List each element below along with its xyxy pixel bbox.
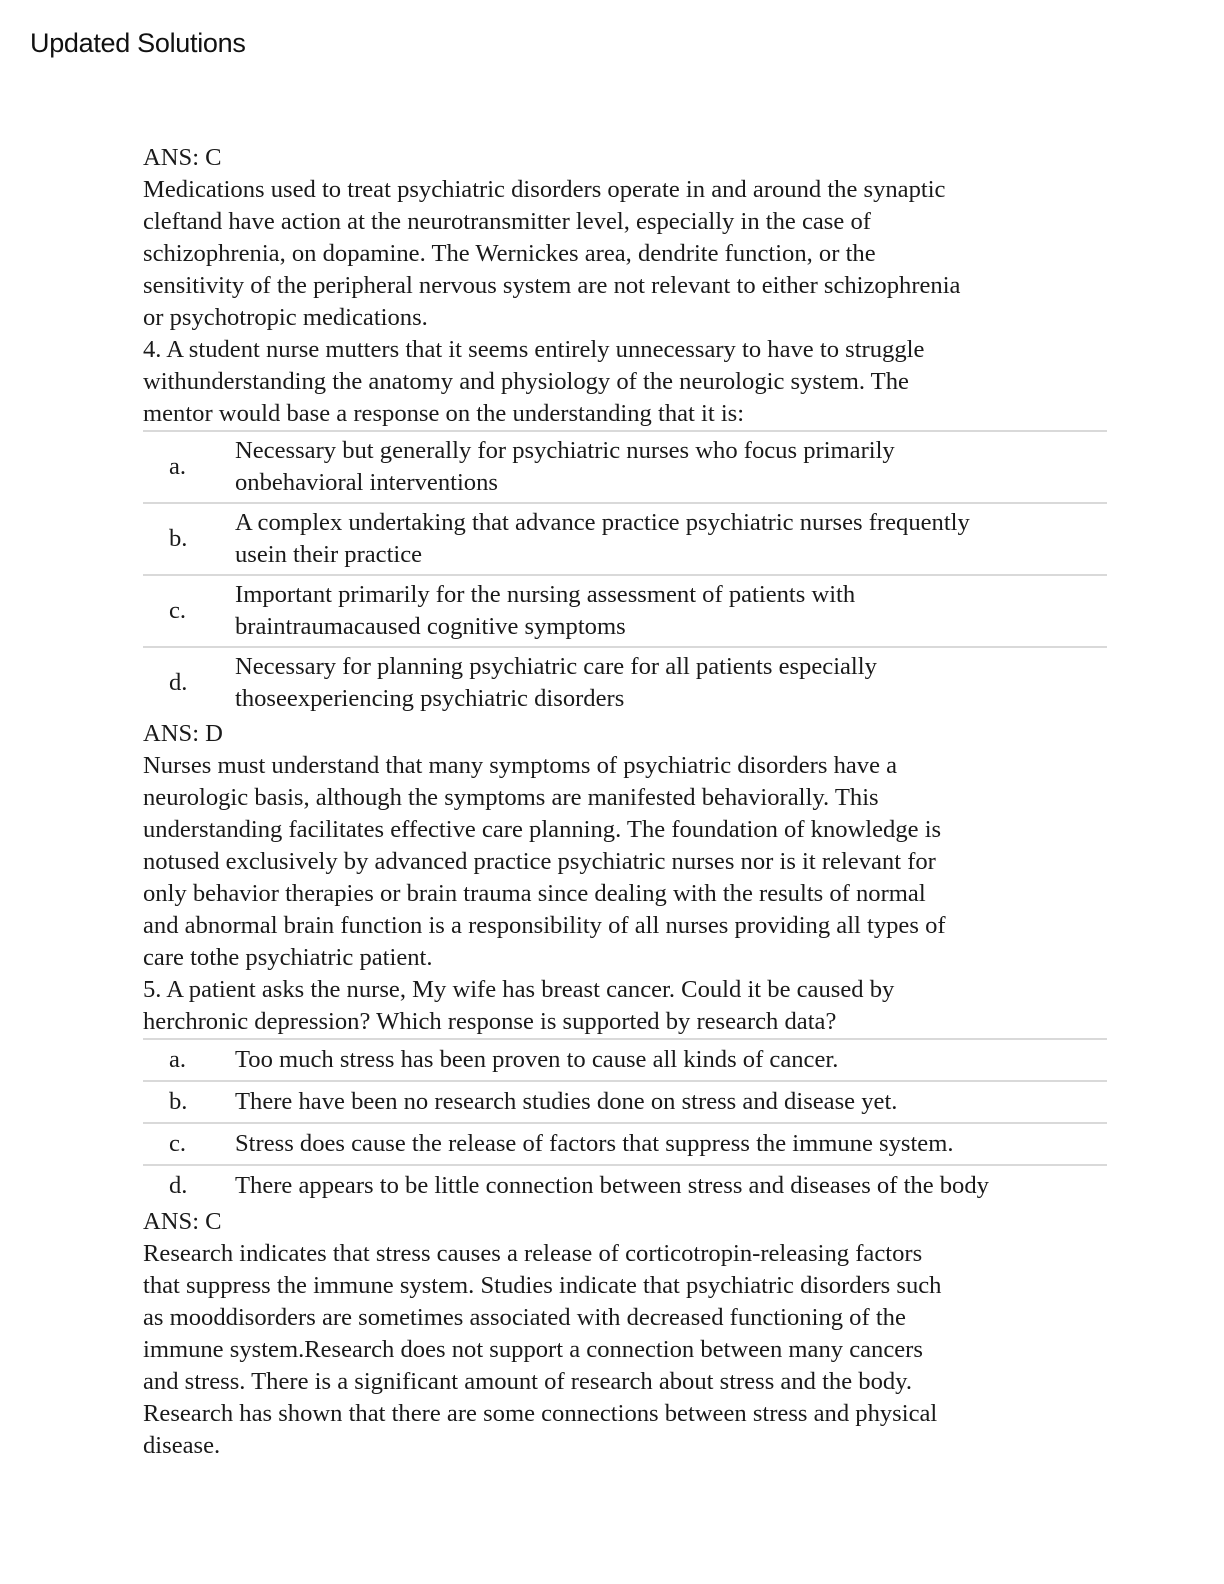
option-line: thoseexperiencing psychiatric disorders	[235, 685, 625, 712]
option-text	[235, 1086, 1107, 1118]
option-letter: b.	[169, 1088, 188, 1115]
rationale-line: or psychotropic medications.	[143, 304, 428, 331]
rationale-line: understanding facilitates effective care planning. The foundation of knowledge is	[143, 816, 942, 843]
rationale-line: care tothe psychiatric patient.	[143, 944, 433, 971]
rationale-line: schizophrenia, on dopamine. The Wernickes area, dendrite function, or the	[143, 240, 876, 267]
answer-5: ANS: C	[143, 1208, 222, 1235]
option-c	[143, 574, 1107, 646]
answer-4: ANS: D	[143, 720, 223, 747]
rationale-4	[143, 750, 1107, 974]
rationale-line: notused exclusively by advanced practice psychiatric nurses nor is it relevant for	[143, 848, 936, 875]
option-d	[143, 1164, 1107, 1206]
option-d	[143, 646, 1107, 718]
option-a	[143, 1038, 1107, 1080]
rationale-line: immune system.Research does not support a connection between many cancers	[143, 1336, 923, 1363]
option-line: braintraumacaused cognitive symptoms	[235, 613, 626, 640]
option-text	[235, 507, 1107, 571]
rationale-line: cleftand have action at the neurotransmitter level, especially in the case of	[143, 208, 871, 235]
rationale-line: sensitivity of the peripheral nervous system are not relevant to either schizophrenia	[143, 272, 961, 299]
option-text	[235, 435, 1107, 499]
rationale-line: as mooddisorders are sometimes associated with decreased functioning of the	[143, 1304, 906, 1331]
option-letter: c.	[169, 1130, 187, 1157]
rationale-line: neurologic basis, although the symptoms are manifested behaviorally. This	[143, 784, 879, 811]
option-a	[143, 430, 1107, 502]
question-5-stem	[143, 974, 1107, 1038]
rationale-line: Research has shown that there are some connections between stress and physical	[143, 1400, 938, 1427]
question-4-stem	[143, 334, 1107, 430]
document-body	[143, 142, 1107, 1462]
option-text	[235, 579, 1107, 643]
option-text	[235, 1128, 1107, 1160]
option-line: Too much stress has been proven to cause all kinds of cancer.	[235, 1046, 839, 1073]
option-b	[143, 502, 1107, 574]
stem-line: herchronic depression? Which response is supported by research data?	[143, 1008, 837, 1035]
option-text	[235, 1170, 1107, 1202]
option-line: Necessary for planning psychiatric care for all patients especially	[235, 653, 877, 680]
page-header-title: Updated Solutions	[30, 28, 246, 58]
rationale-line: and abnormal brain function is a responsibility of all nurses providing all types of	[143, 912, 946, 939]
stem-line: 5. A patient asks the nurse, My wife has breast cancer. Could it be caused by	[143, 976, 895, 1003]
rationale-3	[143, 174, 1107, 334]
option-letter: a.	[169, 453, 187, 480]
option-letter: a.	[169, 1046, 187, 1073]
option-line: onbehavioral interventions	[235, 469, 498, 496]
rationale-5	[143, 1238, 1107, 1462]
option-line: There appears to be little connection between stress and diseases of the body	[235, 1172, 989, 1199]
stem-line: mentor would base a response on the understanding that it is:	[143, 400, 745, 427]
option-letter: c.	[169, 597, 187, 624]
answer-3: ANS: C	[143, 144, 222, 171]
option-letter: d.	[169, 669, 188, 696]
question-5-options	[143, 1038, 1107, 1206]
stem-line: 4. A student nurse mutters that it seems entirely unnecessary to have to struggle	[143, 336, 925, 363]
rationale-line: Medications used to treat psychiatric disorders operate in and around the synaptic	[143, 176, 946, 203]
option-letter: b.	[169, 525, 188, 552]
rationale-line: disease.	[143, 1432, 221, 1459]
option-line: There have been no research studies done on stress and disease yet.	[235, 1088, 898, 1115]
option-text	[235, 651, 1107, 715]
option-b	[143, 1080, 1107, 1122]
option-line: Stress does cause the release of factors that suppress the immune system.	[235, 1130, 954, 1157]
rationale-line: that suppress the immune system. Studies indicate that psychiatric disorders such	[143, 1272, 942, 1299]
option-text	[235, 1044, 1107, 1076]
rationale-line: Nurses must understand that many symptoms of psychiatric disorders have a	[143, 752, 898, 779]
option-line: Necessary but generally for psychiatric nurses who focus primarily	[235, 437, 895, 464]
option-letter: d.	[169, 1172, 188, 1199]
option-line: usein their practice	[235, 541, 423, 568]
question-4-options	[143, 430, 1107, 718]
stem-line: withunderstanding the anatomy and physiology of the neurologic system. The	[143, 368, 909, 395]
rationale-line: and stress. There is a significant amount of research about stress and the body.	[143, 1368, 913, 1395]
option-c	[143, 1122, 1107, 1164]
option-line: Important primarily for the nursing assessment of patients with	[235, 581, 856, 608]
rationale-line: only behavior therapies or brain trauma since dealing with the results of normal	[143, 880, 926, 907]
rationale-line: Research indicates that stress causes a release of corticotropin-releasing factors	[143, 1240, 923, 1267]
option-line: A complex undertaking that advance practice psychiatric nurses frequently	[235, 509, 970, 536]
